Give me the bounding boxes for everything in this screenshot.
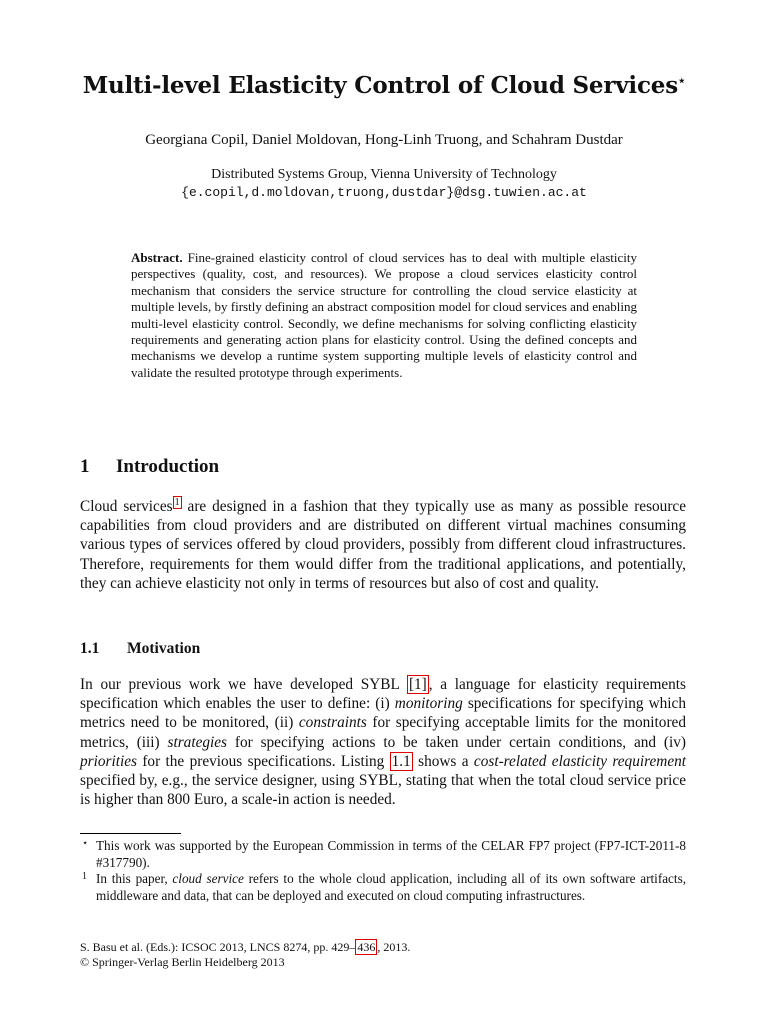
paper-title: Multi-level Elasticity Control of Cloud Services⋆: [82, 72, 686, 99]
listing-link-1-1[interactable]: 1.1: [391, 752, 411, 770]
copyright-line: © Springer-Verlag Berlin Heidelberg 2013: [80, 955, 285, 969]
affiliation: Distributed Systems Group, Vienna University of Technology: [211, 167, 557, 182]
abstract: [131, 250, 637, 381]
motivation-paragraph: In our previous work we have developed SYBL [1] , a language for elasticity requirements specification which enables the user to define: (i) monitoring specifications for specifying which metrics need to be monitored, (ii) constraints for specifying acceptable limits for the monitored metrics, (iii) strategies for specifying actions to be taken under certain conditions, and (iv) priorities for the previous specifications. Listing 1.1 shows a cost-related elasticity requirement specified by, e.g., the service designer, using SYBL, stating that when the total cloud service price is higher than 800 Euro, a scale-in action is needed.: [80, 676, 687, 809]
subsection-heading-motivation: [80, 640, 200, 658]
footnote-rule: [80, 833, 181, 834]
subsection-number: 1.1: [80, 640, 100, 657]
abstract-text: Fine-grained elasticity control of cloud services has to deal with multiple elasticity perspectives (quality, cost, and resources). We propose a cloud services elasticity control mechanism that considers the service structure for controlling the cloud service elasticity at multiple levels, by firstly defining an abstract composition model for cloud services and enabling multi-level elasticity control. Secondly, we define mechanisms for solving conflicting elasticity requirements and generating action plans for elasticity control. Using the defined concepts and mechanisms we develop a runtime system supporting multiple levels of elasticity control and validate the resulted prototype through experiments.: [131, 250, 637, 380]
citation-link-1[interactable]: [1]: [408, 676, 427, 693]
citation-line: S. Basu et al. (Eds.): ICSOC 2013, LNCS 8274, pp. 429– 436 , 2013.: [80, 940, 411, 954]
title-footnote-mark: ⋆: [677, 73, 686, 88]
page-end-link[interactable]: 436: [357, 940, 376, 954]
footnotes: [80, 838, 686, 904]
publication-info: [80, 940, 410, 970]
affiliation-block: [0, 166, 768, 202]
section-title: Introduction: [116, 456, 220, 477]
section-heading-introduction: [80, 456, 219, 478]
subsection-title: Motivation: [127, 640, 201, 657]
intro-paragraph: Cloud services $^1$ are designed in a fashion that they typically use as many as possible resource capabilities from cloud providers and are distributed on different virtual machines consuming various types of services offered by cloud providers, possibly from different cloud infrastructures. Therefore, requirements for them would differ from the traditional applications, and potentially, they can achieve elasticity not only in terms of resources but also of cost and quality.: [80, 496, 686, 592]
abstract-label: Abstract.: [131, 250, 183, 265]
author-emails: {e.copil,d.moldovan,truong,dustdar}@dsg.tuwien.ac.at: [181, 185, 587, 200]
section-number: 1: [80, 456, 90, 477]
author-list: Georgiana Copil, Daniel Moldovan, Hong-Linh Truong, and Schahram Dustdar: [145, 132, 623, 148]
footnote-mark: ⋆: [82, 838, 89, 849]
footnote-1: 1 In this paper, cloud service refers to the whole cloud application, including all of its own software artifacts, middleware and data, that can be deployed and executed on cloud computing infrastructures.: [82, 871, 687, 903]
footnote-link-1[interactable]: 1: [174, 496, 180, 508]
footnote-star: ⋆ This work was supported by the European Commission in terms of the CELAR FP7 project (FP7-ICT-2011-8 #317790).: [82, 838, 686, 870]
footnote-mark: 1: [82, 871, 87, 883]
